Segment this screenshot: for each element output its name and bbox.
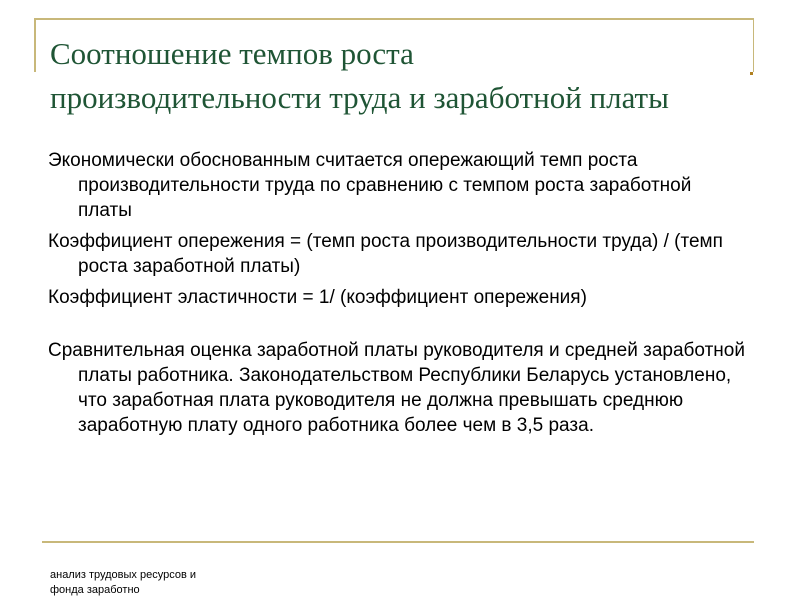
slide-footer: анализ трудовых ресурсов и фонда заработно: [50, 569, 196, 596]
corner-dot: [750, 72, 753, 75]
paragraph-4: Сравнительная оценка заработной платы руководителя и средней заработной платы работника. Законодательством Республики Беларусь установлено, что заработная плата руководителя не должна превышать среднюю заработную плату одного работника более чем в 3,5 раза.: [48, 340, 745, 436]
paragraph-1: Экономически обоснованным считается опережающий темп роста производительности труда по сравнению с темпом роста заработной платы: [48, 150, 692, 221]
paragraph-2: Коэффициент опережения = (темп роста производительности труда) / (темп роста заработной платы): [48, 231, 723, 277]
frame-left-border: [34, 18, 36, 72]
slide-body: [48, 148, 748, 444]
slide-title: Соотношение темпов роста производительности труда и заработной платы: [50, 36, 669, 115]
frame-right-border: [753, 18, 754, 72]
footer-divider: [42, 541, 754, 543]
paragraph-3: Коэффициент эластичности = 1/ (коэффициент опережения): [48, 287, 587, 308]
frame-top-border: [34, 18, 754, 20]
